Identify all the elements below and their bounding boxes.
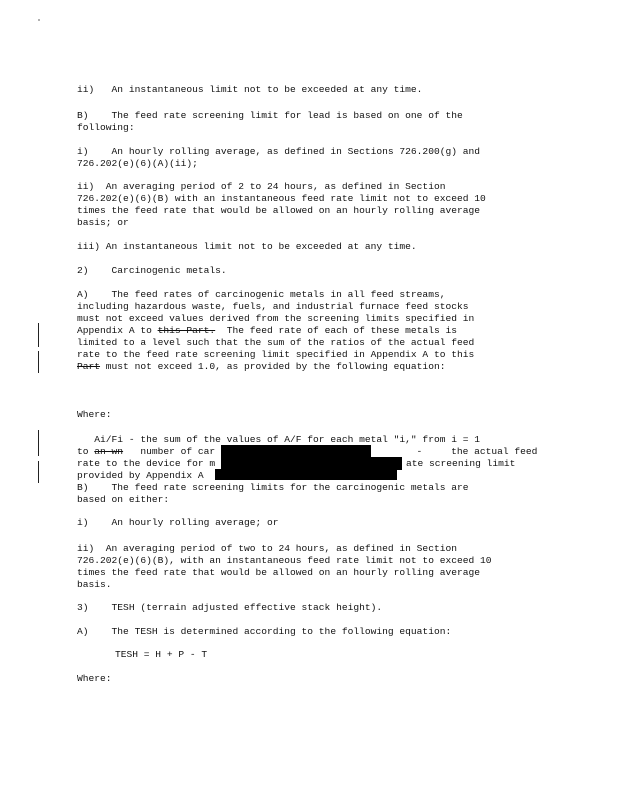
paragraph-line: provided by Appendix A	[77, 470, 204, 481]
text-run: to	[77, 446, 95, 457]
struck-text: this Part.	[157, 325, 216, 336]
struck-text: an wn	[94, 446, 124, 457]
change-bar	[38, 461, 39, 483]
paragraph-line: Ai/Fi - the sum of the values of A/F for each metal "i," from i = 1	[77, 434, 481, 445]
text-run: number of car	[123, 446, 216, 457]
paragraph-line: ate screening limit	[406, 458, 516, 469]
paragraph-line: 726.202(e)(6)(A)(ii);	[77, 158, 198, 169]
paragraph-line	[77, 361, 445, 373]
paragraph-line: rate to the feed rate screening limit specified in Appendix A to this	[77, 349, 475, 360]
text-run: must not exceed 1.0, as provided by the following equation:	[100, 361, 446, 372]
text-run: The feed rate of each of these metals is	[215, 325, 457, 336]
change-bar	[38, 430, 39, 456]
text-run: Appendix A to	[77, 325, 158, 336]
redaction-block	[215, 469, 397, 480]
paragraph-line: ii) An averaging period of 2 to 24 hours, as defined in Section	[77, 181, 446, 192]
paragraph-line	[77, 446, 215, 458]
paragraph-line: A) The feed rates of carcinogenic metals in all feed streams,	[77, 289, 446, 300]
paragraph-line	[77, 325, 457, 337]
paragraph-line: rate to the device for m	[77, 458, 216, 469]
paragraph-line: following:	[77, 122, 135, 133]
paragraph-line: times the feed rate that would be allowed on an hourly rolling average	[77, 205, 481, 216]
scan-speck	[38, 19, 40, 21]
paragraph-line: iii) An instantaneous limit not to be exceeded at any time.	[77, 241, 417, 252]
paragraph-line: must not exceed values derived from the screening limits specified in	[77, 313, 475, 324]
change-bar	[38, 351, 39, 373]
section-heading: 2) Carcinogenic metals.	[77, 265, 227, 276]
paragraph-line: times the feed rate that would be allowed on an hourly rolling average	[77, 567, 481, 578]
paragraph-line: based on either:	[77, 494, 170, 505]
section-heading: 3) TESH (terrain adjusted effective stack height).	[77, 602, 383, 613]
paragraph-line: - the actual feed	[382, 446, 538, 457]
paragraph-line: basis.	[77, 579, 112, 590]
equation: TESH = H + P - T	[115, 649, 208, 660]
paragraph-line: i) An hourly rolling average; or	[77, 517, 279, 528]
struck-text: Part	[77, 361, 101, 372]
paragraph-line: ii) An averaging period of two to 24 hours, as defined in Section	[77, 543, 457, 554]
paragraph-line: B) The feed rate screening limits for the carcinogenic metals are	[77, 482, 469, 493]
paragraph-line: A) The TESH is determined according to the following equation:	[77, 626, 452, 637]
paragraph-line: basis; or	[77, 217, 129, 228]
paragraph-line: B) The feed rate screening limit for lead is based on one of the	[77, 110, 463, 121]
where-label: Where:	[77, 409, 112, 420]
paragraph-line: limited to a level such that the sum of the ratios of the actual feed	[77, 337, 475, 348]
paragraph-line: including hazardous waste, fuels, and industrial furnace feed stocks	[77, 301, 469, 312]
paragraph-line: 726.202(e)(6)(B), with an instantaneous feed rate limit not to exceed 10	[77, 555, 492, 566]
change-bar	[38, 323, 39, 347]
paragraph-line: ii) An instantaneous limit not to be exceeded at any time.	[77, 84, 423, 95]
paragraph-line: 726.202(e)(6)(B) with an instantaneous feed rate limit not to exceed 10	[77, 193, 486, 204]
where-label: Where:	[77, 673, 112, 684]
paragraph-line: i) An hourly rolling average, as defined in Sections 726.200(g) and	[77, 146, 481, 157]
